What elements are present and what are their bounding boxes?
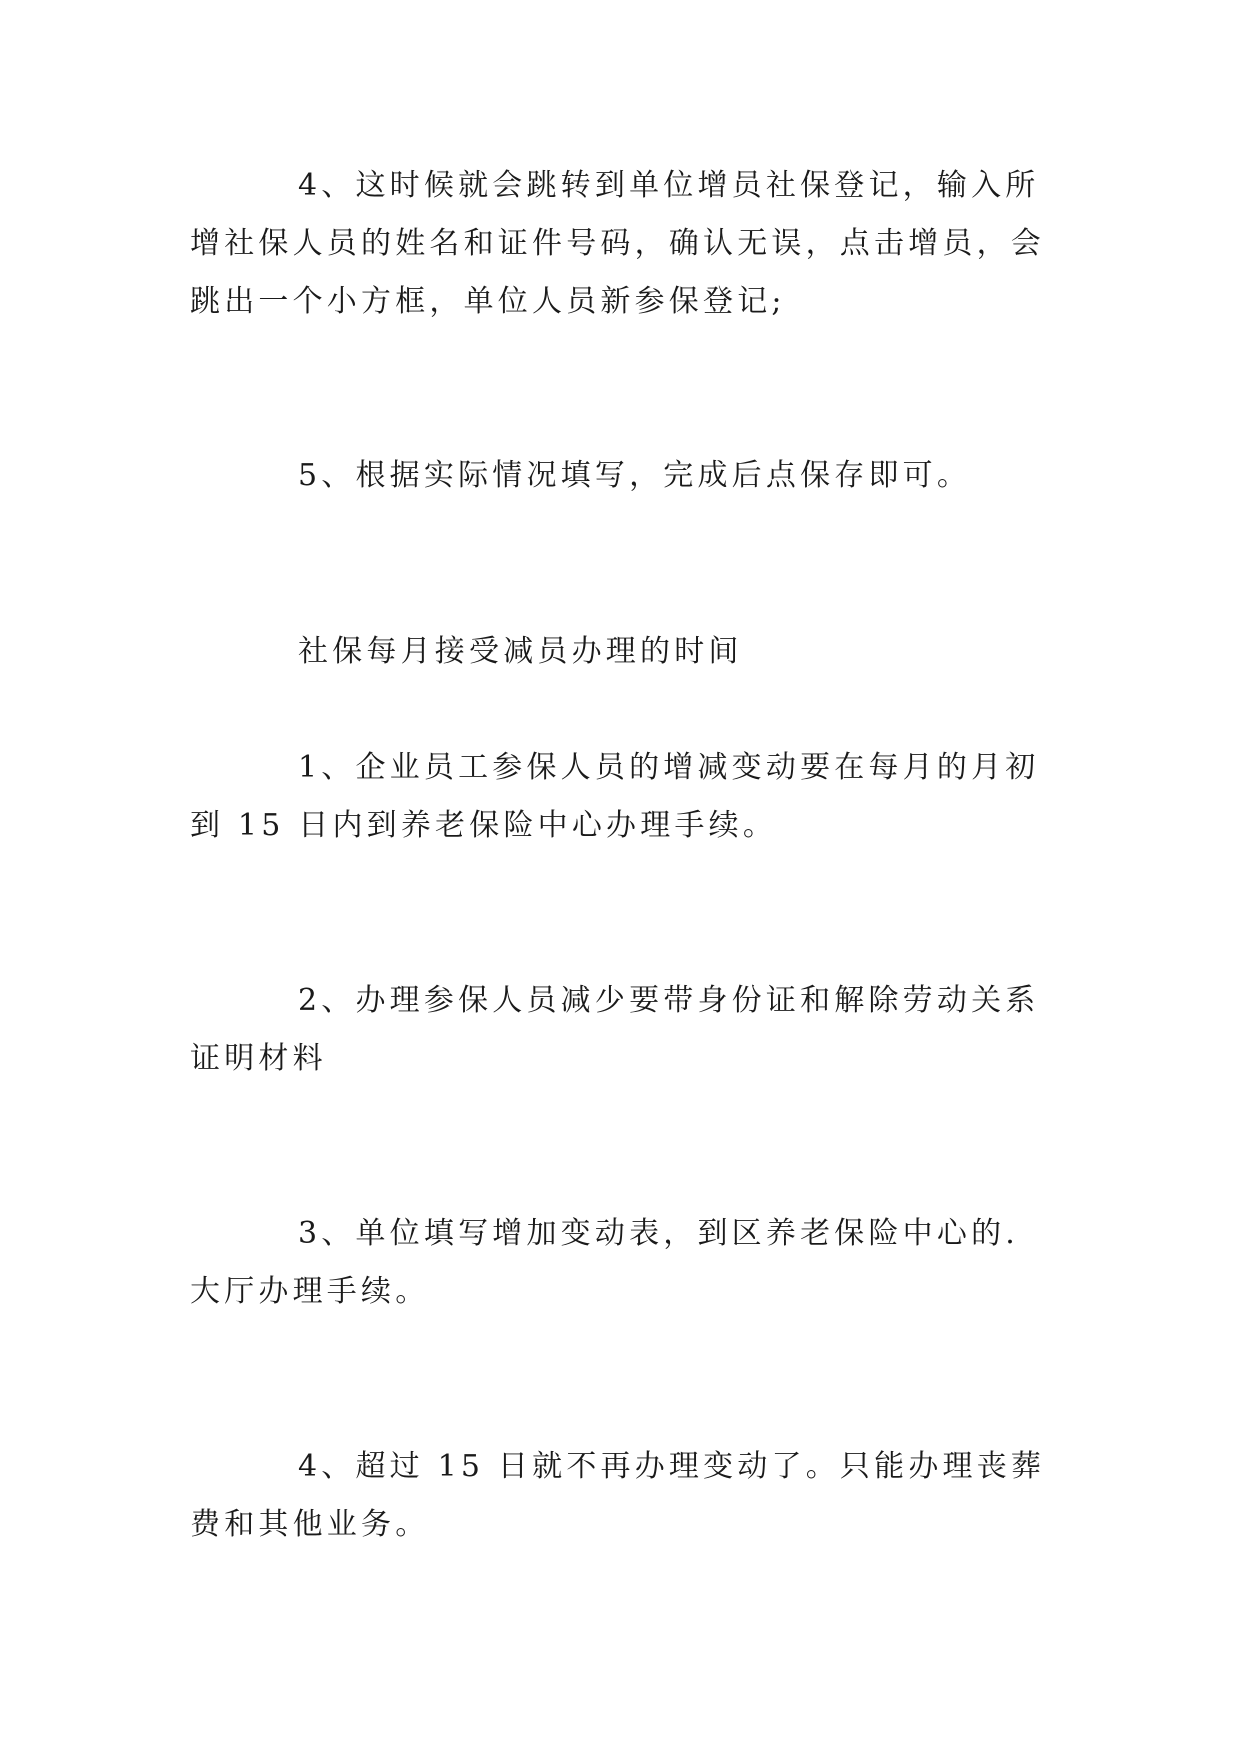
paragraph-item-3: 3、单位填写增加变动表，到区养老保险中心的.大厅办理手续。 [190,1216,1020,1309]
paragraph-item-4: 4、超过 15 日就不再办理变动了。只能办理丧葬费和其他业务。 [190,1449,1046,1542]
section-heading: 社保每月接受减员办理的时间 [298,634,743,669]
paragraph-step-5-save: 5、根据实际情况填写，完成后点保存即可。 [298,458,972,493]
paragraph-step-4-register: 4、这时候就会跳转到单位增员社保登记，输入所增社保人员的姓名和证件号码，确认无误，点击增员，会跳出一个小方框，单位人员新参保登记; [190,168,1045,319]
paragraph-item-1: 1、企业员工参保人员的增减变动要在每月的月初到 15 日内到养老保险中心办理手续。 [190,750,1040,843]
paragraph-item-2: 2、办理参保人员减少要带身份证和解除劳动关系证明材料 [190,983,1040,1076]
